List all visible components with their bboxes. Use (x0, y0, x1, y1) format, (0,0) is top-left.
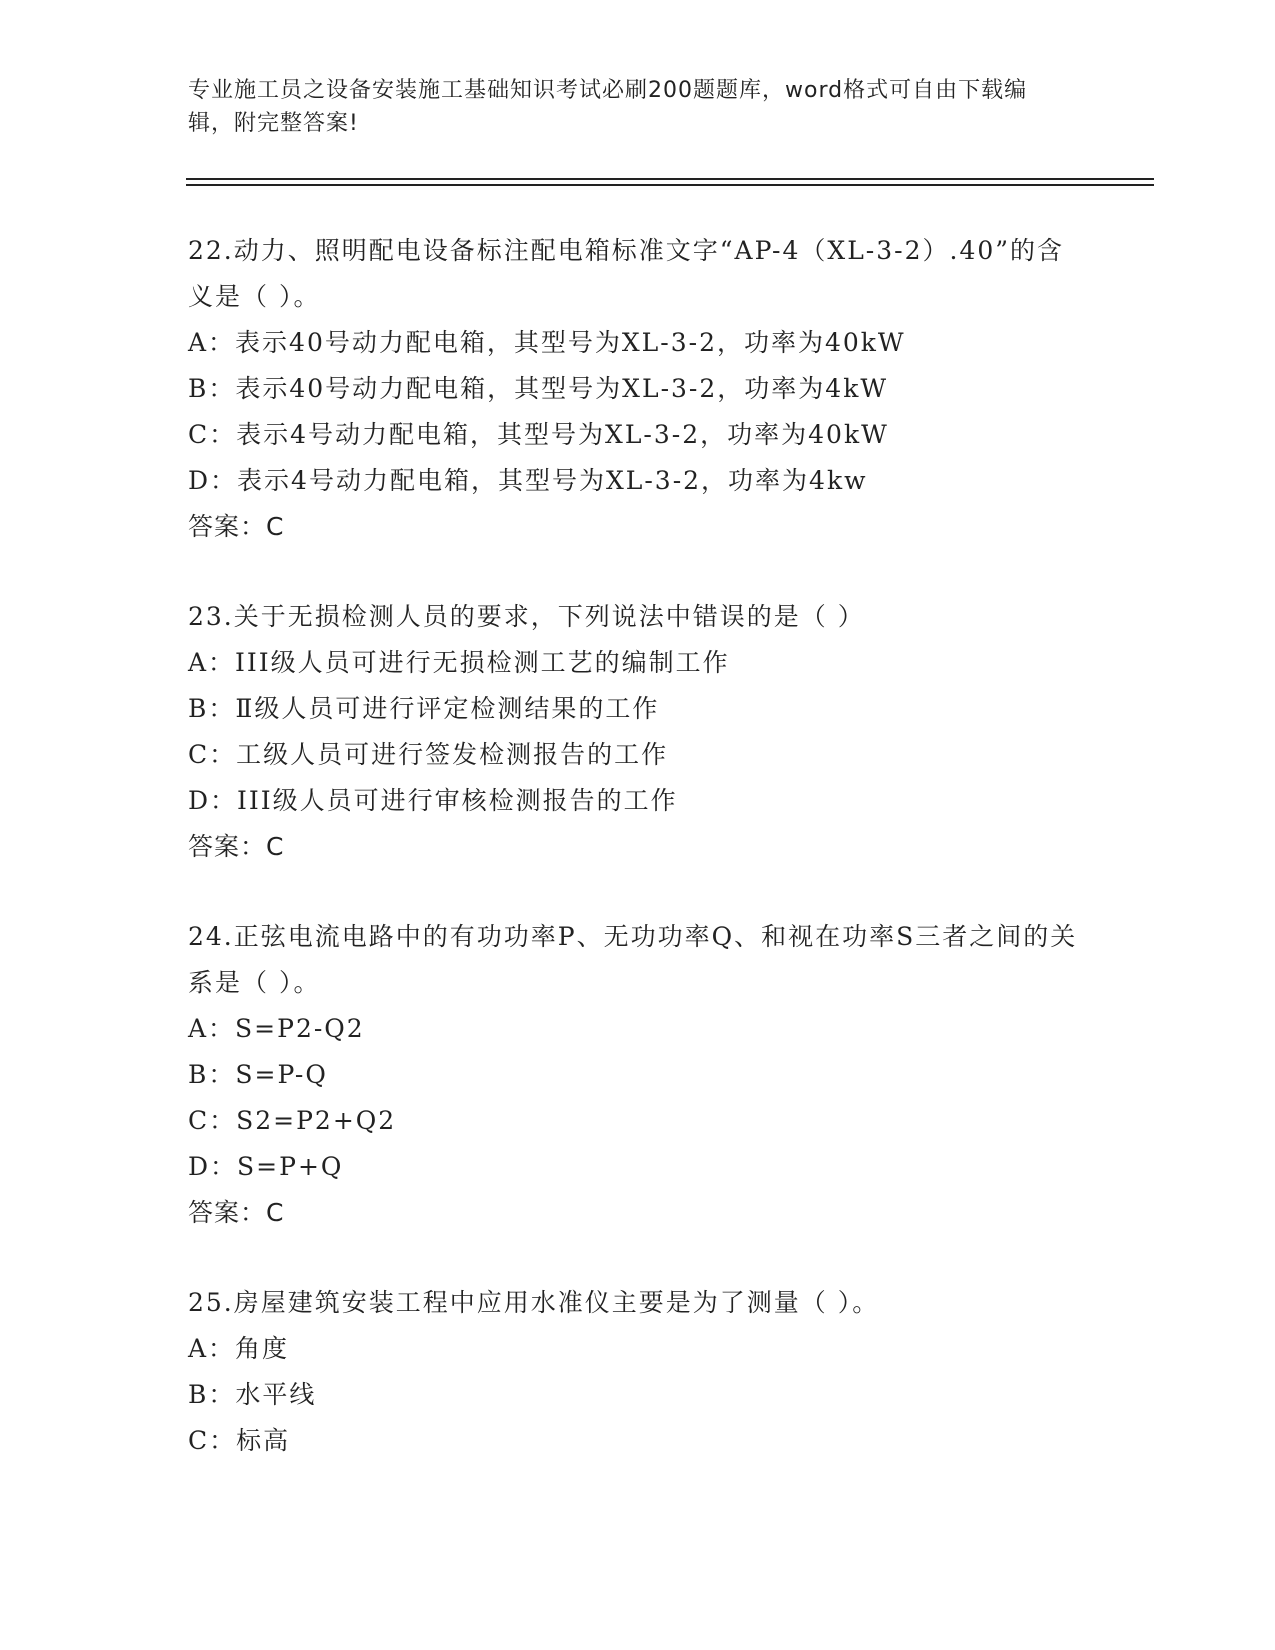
header-divider-bottom (186, 184, 1154, 186)
document-header: 专业施工员之设备安装施工基础知识考试必刷200题题库，word格式可自由下载编辑，附完整答案! (188, 78, 1028, 136)
option-d: D：S=P+Q (188, 1152, 344, 1181)
option-d: D：表示4号动力配电箱，其型号为XL-3-2，功率为4kw (188, 466, 868, 495)
option-c: C：表示4号动力配电箱，其型号为XL-3-2，功率为40kW (188, 420, 889, 449)
option-b: B：S=P-Q (188, 1060, 328, 1089)
question-stem: 22.动力、照明配电设备标注配电箱标准文字“AP-4（XL-3-2）.40”的含义是（ ）。 (188, 236, 1065, 311)
option-a: A：S=P2-Q2 (188, 1014, 365, 1043)
option-a: A：角度 (188, 1334, 290, 1363)
option-b: B：表示40号动力配电箱，其型号为XL-3-2，功率为4kW (188, 374, 889, 403)
question-stem: 24.正弦电流电路中的有功功率P、无功功率Q、和视在功率S三者之间的关系是（ ）。 (188, 922, 1078, 997)
question-22 (188, 228, 1088, 550)
question-24 (188, 914, 1088, 1236)
option-b: B：水平线 (188, 1380, 317, 1409)
question-25 (188, 1280, 1088, 1464)
option-b: B：Ⅱ级人员可进行评定检测结果的工作 (188, 694, 660, 723)
answer-label: 答案：C (188, 1198, 285, 1227)
option-c: C：工级人员可进行签发检测报告的工作 (188, 740, 669, 769)
option-a: A：III级人员可进行无损检测工艺的编制工作 (188, 648, 730, 677)
option-a: A：表示40号动力配电箱，其型号为XL-3-2，功率为40kW (188, 328, 906, 357)
option-c: C：标高 (188, 1426, 291, 1455)
answer-label: 答案：C (188, 512, 285, 541)
question-23 (188, 594, 1088, 870)
question-stem: 23.关于无损检测人员的要求，下列说法中错误的是（ ） (188, 602, 865, 631)
question-list (188, 228, 1088, 1508)
option-c: C：S2=P2+Q2 (188, 1106, 397, 1135)
question-stem: 25.房屋建筑安装工程中应用水准仪主要是为了测量（ ）。 (188, 1288, 880, 1317)
answer-label: 答案：C (188, 832, 285, 861)
option-d: D：III级人员可进行审核检测报告的工作 (188, 786, 678, 815)
header-divider-top (186, 178, 1154, 180)
